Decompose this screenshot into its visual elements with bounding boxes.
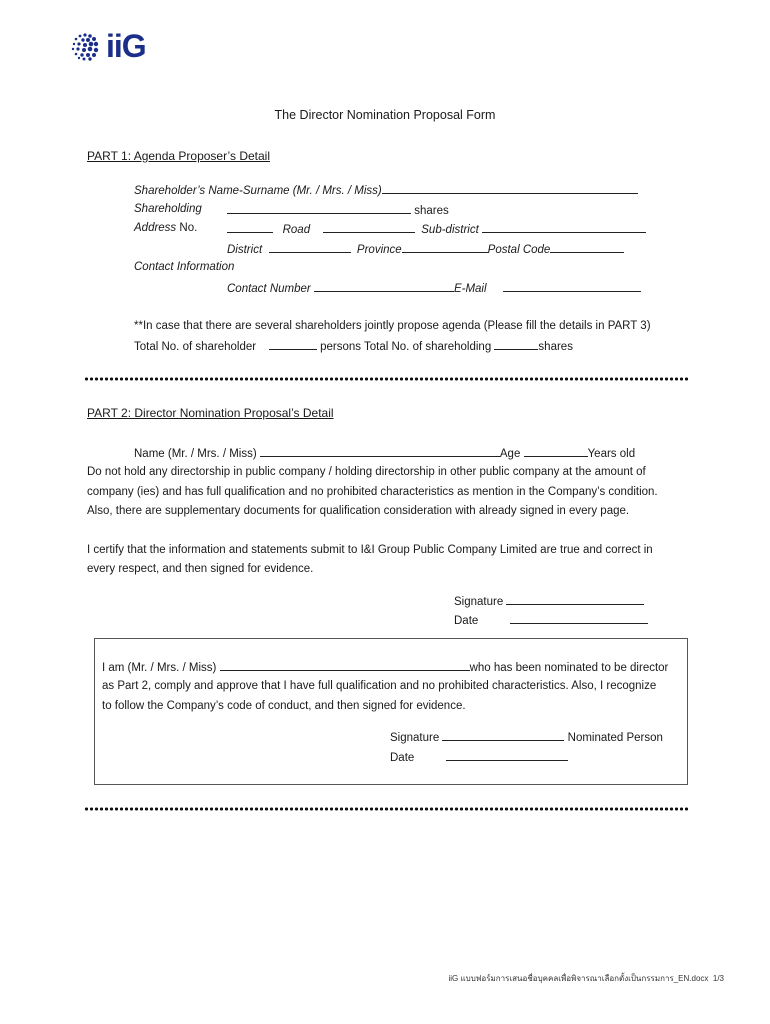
subdistrict-field[interactable] — [482, 222, 646, 233]
joint-shareholders-note: **In case that there are several shareholders jointly propose agenda (Please fill the details in PART 3) — [134, 320, 651, 332]
contact-number-field[interactable] — [314, 281, 454, 292]
shareholder-name-field[interactable] — [382, 183, 638, 194]
postal-code-field[interactable] — [550, 242, 624, 253]
postal-code-label: Postal Code — [487, 244, 551, 256]
name-label: Name — [134, 448, 165, 460]
nominee-date-row — [390, 750, 568, 764]
address-row — [227, 222, 646, 236]
shareholder-name-row — [134, 183, 638, 197]
company-logo — [68, 28, 146, 65]
nominee-name-row — [134, 446, 635, 460]
province-label: Province — [356, 244, 402, 256]
total-shareholder-field[interactable] — [269, 339, 317, 350]
age-field[interactable] — [524, 446, 588, 457]
road-label: Road — [282, 224, 311, 236]
address-label: Address — [134, 222, 177, 234]
certify-line-1: I certify that the information and statements submit to I&I Group Public Company Limited are true and correct in — [87, 544, 653, 556]
total-shareholder-label: Total No. of shareholder — [134, 341, 257, 353]
district-label: District — [227, 244, 263, 256]
proposer-date-field[interactable] — [510, 613, 648, 624]
footer-filename: iiG แบบฟอร์มการเสนอชื่อบุคคลเพื่อพิจารณาเลือกตั้งเป็นกรรมการ_EN.docx — [448, 974, 709, 983]
logo-text: iiG — [106, 28, 146, 64]
dotted-divider — [84, 377, 690, 381]
contact-info-label: Contact Information — [134, 261, 235, 273]
address-no-label: No. — [179, 222, 198, 234]
page-footer — [448, 972, 724, 985]
contact-row — [227, 281, 641, 295]
dotted-divider-bottom — [84, 807, 690, 811]
shareholding-label: Shareholding — [134, 203, 202, 215]
shares-suffix: shares — [538, 341, 573, 353]
nominee-date-field[interactable] — [446, 750, 568, 761]
nominee-signature-label: Signature — [390, 732, 440, 744]
road-field[interactable] — [323, 222, 415, 233]
qualification-line-2: company (ies) and has full qualification and no prohibited characteristics as mention in the Company’s condition. — [87, 486, 658, 498]
contact-number-label: Contact Number — [227, 283, 311, 295]
part2-heading: PART 2: Director Nomination Proposal’s Detail — [87, 406, 334, 420]
shareholder-name-label: Shareholder’s Name-Surname (Mr. / Mrs. / Miss) — [134, 185, 382, 197]
nominee-line-3: to follow the Company’s code of conduct, and then signed for evidence. — [102, 700, 466, 712]
qualification-line-1: Do not hold any directorship in public company / holding directorship in other public company at the amount of — [87, 466, 646, 478]
province-field[interactable] — [402, 242, 488, 253]
nominee-signature-row — [390, 730, 663, 744]
nominee-signature-field[interactable] — [442, 730, 564, 741]
proposer-signature-row — [454, 594, 644, 608]
address-label-group — [134, 222, 197, 234]
nominee-suffix: who has been nominated to be director — [469, 662, 669, 674]
years-old-label: Years old — [587, 448, 636, 460]
nominee-date-label: Date — [390, 752, 415, 764]
signature-label: Signature — [454, 596, 504, 608]
house-no-field[interactable] — [227, 222, 273, 233]
date-label: Date — [454, 615, 479, 627]
certify-line-2: every respect, and then signed for evidence. — [87, 563, 314, 575]
page-number: 1/3 — [712, 974, 724, 983]
district-row — [227, 242, 624, 256]
age-label: Age — [499, 448, 521, 460]
shares-label: shares — [414, 205, 449, 217]
email-field[interactable] — [503, 281, 641, 292]
nominee-name-field[interactable] — [260, 446, 500, 457]
nominee-line-2: as Part 2, comply and approve that I have full qualification and no prohibited characteristics. Also, I recognize — [102, 680, 657, 692]
form-title: The Director Nomination Proposal Form — [274, 108, 496, 122]
email-label: E-Mail — [453, 283, 487, 295]
nominee-self-name-field[interactable] — [220, 660, 470, 671]
persons-label: persons Total No. of shareholding — [320, 341, 492, 353]
name-prefix: (Mr. / Mrs. / Miss) — [167, 448, 257, 460]
district-field[interactable] — [269, 242, 351, 253]
nominee-prefix: I am (Mr. / Mrs. / Miss) — [102, 662, 217, 674]
total-shareholder-row — [134, 339, 573, 353]
total-shareholding-field[interactable] — [494, 339, 538, 350]
subdistrict-label: Sub-district — [421, 224, 479, 236]
dotted-globe-icon — [68, 30, 102, 64]
proposer-signature-field[interactable] — [506, 594, 644, 605]
shareholding-field[interactable] — [227, 203, 411, 214]
part1-heading: PART 1: Agenda Proposer’s Detail — [87, 149, 270, 163]
nominee-line-1 — [102, 660, 668, 674]
shareholding-row — [227, 203, 449, 217]
proposer-date-row — [454, 613, 648, 627]
nominated-person-label: Nominated Person — [567, 732, 663, 744]
qualification-line-3: Also, there are supplementary documents for qualification consideration with already signed in every page. — [87, 505, 630, 517]
